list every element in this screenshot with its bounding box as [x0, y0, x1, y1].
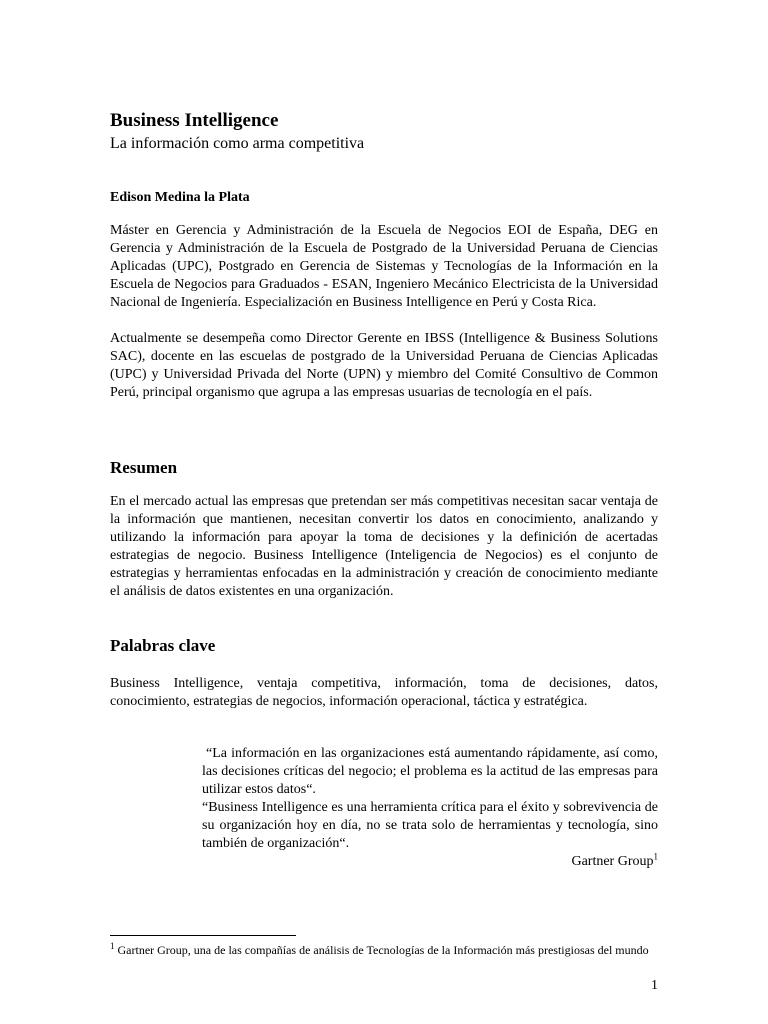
palabras-clave-paragraph: Business Intelligence, ventaja competitiva, información, toma de decisiones, datos, conocimiento, estrategias de negocios, información operacional, táctica y estratégica. [110, 676, 658, 709]
footnote-separator [110, 935, 296, 936]
footnote-marker: 1 [110, 941, 115, 951]
author-bio-paragraph: Máster en Gerencia y Administración de la Escuela de Negocios EOI de España, DEG en Gerencia y Administración de la Escuela de Postgrado de la Universidad Peruana de Ciencias Aplicadas (UPC), Postgrado en Gerencia de Sistemas y Tecnologías de la Información en la Escuela de Negocios para Graduados - ESAN, Ingeniero Mecánico Electricista de la Universidad Nacional de Ingeniería. Especialización en Business Intelligence en Perú y Costa Rica. [110, 223, 658, 310]
author-name: Edison Medina la Plata [110, 190, 250, 205]
section-heading-palabras-clave: Palabras clave [110, 636, 216, 655]
document-subtitle: La información como arma competitiva [110, 135, 365, 152]
quote-source-name: Gartner Group [571, 854, 654, 869]
quote-attribution [202, 853, 658, 871]
quote-text: “La información en las organizaciones está aumentando rápidamente, así como, las decisiones críticas del negocio; el problema es la actitud de las empresas para utilizar estos datos“. [202, 746, 658, 797]
document-title: Business Intelligence [110, 110, 279, 131]
epigraph-quote-block [202, 745, 658, 871]
page-number: 1 [651, 978, 658, 993]
footnote [110, 942, 658, 958]
section-heading-resumen: Resumen [110, 458, 178, 477]
footnote-text: Gartner Group, una de las compañías de análisis de Tecnologías de la Información más prestigiosas del mundo [117, 943, 649, 957]
footnote-reference: 1 [653, 851, 658, 862]
resumen-paragraph: En el mercado actual las empresas que pretendan ser más competitivas necesitan sacar ventaja de la información que mantienen, necesitan convertir los datos en conocimiento, analizando y utilizando la información para apoyar la toma de decisiones y la definición de acertadas estrategias de negocio. Business Intelligence (Inteligencia de Negocios) es el conjunto de estrategias y herramientas enfocadas en la administración y creación de conocimiento mediante el análisis de datos existentes en una organización. [110, 494, 658, 599]
author-current-role-paragraph: Actualmente se desempeña como Director Gerente en IBSS (Intelligence & Business Solutions SAC), docente en las escuelas de postgrado de la Universidad Peruana de Ciencias Aplicadas (UPC) y Universidad Privada del Norte (UPN) y miembro del Comité Consultivo de Common Perú, principal organismo que agrupa a las empresas usuarias de tecnología en el país. [110, 331, 658, 400]
quote-text: “Business Intelligence es una herramienta crítica para el éxito y sobrevivencia de su organización hoy en día, no se trata solo de herramientas y tecnología, sino también de organización“. [202, 800, 658, 851]
